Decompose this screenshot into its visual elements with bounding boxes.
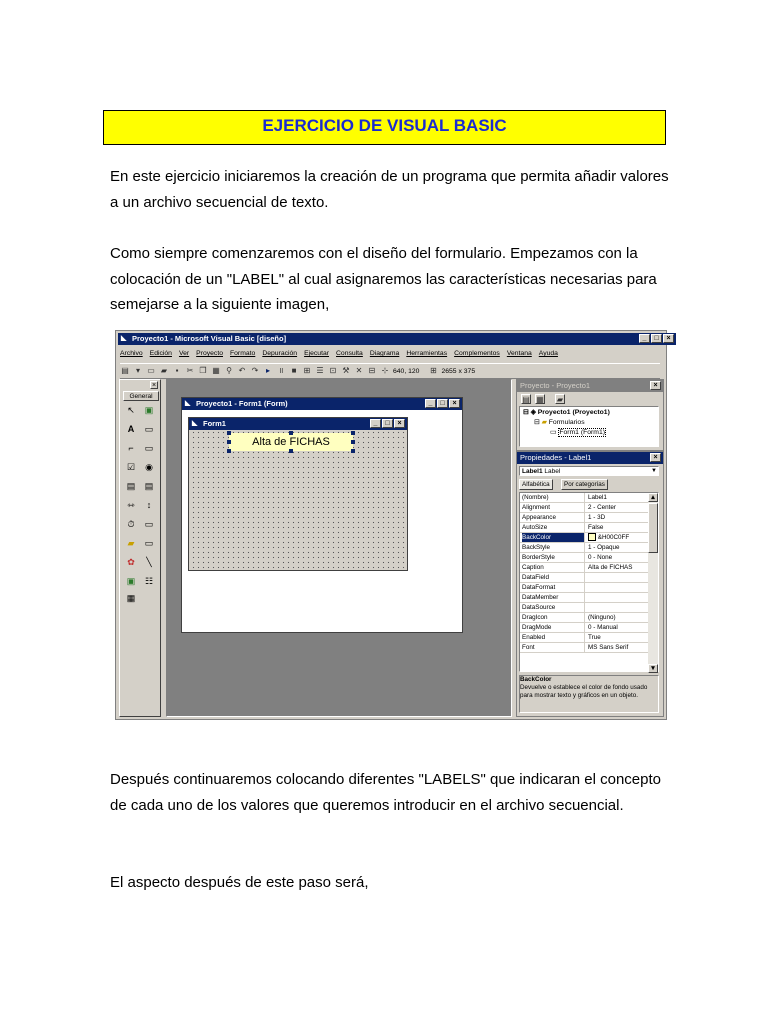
property-row[interactable] bbox=[520, 513, 648, 523]
vscrollbar-tool-icon[interactable]: ↕ bbox=[146, 500, 152, 510]
form1-titlebar bbox=[189, 418, 407, 430]
combobox-tool-icon[interactable]: ▤ bbox=[126, 481, 136, 491]
filelistbox-tool-icon[interactable]: ▭ bbox=[144, 538, 154, 548]
resize-handle[interactable] bbox=[289, 449, 293, 453]
property-name: Alignment bbox=[522, 503, 585, 512]
vb-titlebar bbox=[118, 333, 676, 345]
form1-minimize-button[interactable]: _ bbox=[370, 419, 381, 428]
property-value: False bbox=[588, 524, 604, 531]
property-row[interactable] bbox=[520, 643, 648, 653]
menu-editor-icon[interactable]: ▭ bbox=[147, 366, 155, 375]
tab-alfabetica[interactable]: Alfabética bbox=[519, 479, 553, 490]
property-row[interactable] bbox=[520, 603, 648, 613]
open-icon[interactable]: ▰ bbox=[160, 366, 168, 375]
chevron-down-icon[interactable]: ▼ bbox=[651, 468, 657, 474]
form-layout-icon[interactable]: ⊡ bbox=[329, 366, 337, 375]
designer-maximize-button[interactable]: □ bbox=[437, 399, 448, 408]
picturebox-tool-icon[interactable]: ▣ bbox=[144, 405, 154, 415]
data-tool-icon[interactable]: ☷ bbox=[144, 576, 154, 586]
frame-tool-icon[interactable]: ⌐ bbox=[128, 443, 134, 453]
explorer-close-button[interactable]: × bbox=[650, 381, 661, 390]
property-name: (Nombre) bbox=[522, 493, 585, 502]
resize-handle[interactable] bbox=[351, 440, 355, 444]
property-value: 2 - Center bbox=[588, 504, 616, 511]
object-selector-type: Label bbox=[544, 468, 561, 475]
property-value: True bbox=[588, 634, 601, 641]
menu-herramientas[interactable]: Herramientas bbox=[406, 350, 448, 357]
maximize-button[interactable]: □ bbox=[651, 334, 662, 343]
toolbox-tab-general[interactable]: General bbox=[123, 391, 159, 401]
property-row[interactable] bbox=[520, 623, 648, 633]
property-value: 0 - None bbox=[588, 554, 613, 561]
stop-icon[interactable]: ■ bbox=[291, 366, 297, 375]
property-row[interactable] bbox=[520, 583, 648, 593]
view-code-icon[interactable]: ▤ bbox=[522, 395, 530, 404]
property-name: DataField bbox=[522, 573, 585, 582]
property-row[interactable] bbox=[520, 523, 648, 533]
project-explorer-titlebar bbox=[517, 380, 663, 392]
property-name: DataFormat bbox=[522, 583, 585, 592]
toolbox-icon[interactable]: ✕ bbox=[355, 366, 363, 375]
property-name: BackStyle bbox=[522, 543, 585, 552]
object-selector[interactable] bbox=[519, 466, 659, 476]
folder-icon: ▰ bbox=[541, 419, 547, 426]
add-form-icon[interactable]: ▾ bbox=[135, 366, 140, 375]
property-name: DataSource bbox=[522, 603, 585, 612]
ole-tool-icon[interactable]: ▦ bbox=[126, 593, 136, 603]
form-designer-title: Proyecto1 - Form1 (Form) bbox=[196, 399, 288, 408]
redo-icon[interactable]: ↷ bbox=[251, 366, 259, 375]
property-row[interactable] bbox=[520, 633, 648, 643]
designer-close-button[interactable]: × bbox=[449, 399, 460, 408]
property-name: DragMode bbox=[522, 623, 585, 632]
tree-item-form1[interactable] bbox=[550, 428, 606, 436]
property-name: Appearance bbox=[522, 513, 585, 522]
tree-item-forms-label: Formularios bbox=[548, 419, 585, 426]
menu-ejecutar[interactable]: Ejecutar bbox=[304, 350, 330, 357]
tree-item-project[interactable]: ⊟ ◈ Proyecto1 (Proyecto1) bbox=[523, 409, 610, 416]
property-value: 1 - 3D bbox=[588, 514, 606, 521]
drivelistbox-tool-icon[interactable]: ▭ bbox=[144, 519, 154, 529]
form1-title: Form1 bbox=[203, 419, 226, 428]
color-swatch bbox=[588, 533, 596, 541]
find-icon[interactable]: ⚲ bbox=[226, 366, 232, 375]
start-icon[interactable]: ▸ bbox=[265, 366, 270, 375]
size-icon: ⊞ bbox=[430, 366, 437, 375]
resize-handle[interactable] bbox=[227, 440, 231, 444]
description-text: Devuelve o establece el color de fondo usado para mostrar texto y gráficos en un objeto. bbox=[520, 684, 648, 699]
properties-title: Propiedades - Label1 bbox=[520, 453, 592, 462]
right-panels bbox=[516, 379, 663, 717]
menu-edicion[interactable]: Edición bbox=[149, 350, 172, 357]
menu-archivo[interactable]: Archivo bbox=[120, 350, 143, 357]
property-value: 1 - Opaque bbox=[588, 544, 620, 551]
form1-window[interactable] bbox=[188, 417, 408, 571]
property-row[interactable] bbox=[520, 613, 648, 623]
line-tool-icon[interactable]: ╲ bbox=[146, 557, 152, 567]
form1-maximize-button[interactable]: □ bbox=[382, 419, 393, 428]
property-grid bbox=[519, 492, 659, 672]
dirlistbox-tool-icon[interactable]: ▰ bbox=[127, 538, 135, 548]
property-value: (Ninguno) bbox=[588, 614, 616, 621]
property-row[interactable] bbox=[520, 573, 648, 583]
form1-close-button[interactable]: × bbox=[394, 419, 405, 428]
property-row[interactable] bbox=[520, 593, 648, 603]
property-scrollbar[interactable] bbox=[648, 493, 658, 673]
property-name: DragIcon bbox=[522, 613, 585, 622]
properties-window bbox=[516, 451, 664, 717]
position-icon: ⊹ bbox=[381, 366, 389, 375]
form-designer-icon: ◣ bbox=[185, 400, 191, 407]
form1-icon: ◣ bbox=[192, 420, 198, 427]
menu-ver[interactable]: Ver bbox=[178, 350, 190, 357]
form-designer-titlebar bbox=[182, 398, 462, 410]
vb-window-title: Proyecto1 - Microsoft Visual Basic [diseño] bbox=[132, 334, 287, 343]
tree-item-form1-label: Form1 (Form1) bbox=[559, 429, 606, 436]
scroll-down-icon[interactable]: ▾ bbox=[648, 664, 658, 673]
project-explorer bbox=[516, 379, 664, 451]
label-tool-icon[interactable]: A bbox=[127, 424, 135, 434]
property-row[interactable] bbox=[520, 553, 648, 563]
property-row[interactable] bbox=[520, 563, 648, 573]
vb-ide-screenshot bbox=[115, 330, 671, 720]
label1-control[interactable]: Alta de FICHAS bbox=[229, 433, 353, 451]
textbox-tool-icon[interactable]: ▭ bbox=[144, 424, 154, 434]
menu-diagrama[interactable]: Diagrama bbox=[369, 350, 400, 357]
property-row-selected[interactable] bbox=[520, 533, 648, 543]
property-value: MS Sans Serif bbox=[588, 644, 629, 651]
property-name: Font bbox=[522, 643, 585, 652]
resize-handle[interactable] bbox=[351, 431, 355, 435]
save-icon[interactable]: ▪ bbox=[175, 366, 179, 375]
view-object-icon[interactable]: ▦ bbox=[536, 395, 544, 404]
close-button[interactable]: × bbox=[663, 334, 674, 343]
vb-toolbar bbox=[120, 363, 660, 379]
vb-app-icon: ◣ bbox=[121, 335, 127, 342]
properties-icon[interactable]: ☰ bbox=[316, 366, 324, 375]
resize-handle[interactable] bbox=[289, 431, 293, 435]
resize-handle[interactable] bbox=[227, 431, 231, 435]
timer-tool-icon[interactable]: ⏱ bbox=[127, 519, 135, 529]
property-row[interactable] bbox=[520, 493, 648, 503]
pause-icon[interactable]: ॥ bbox=[278, 366, 284, 375]
paragraph-result: El aspecto después de este paso será, bbox=[110, 874, 369, 891]
image-tool-icon[interactable]: ▣ bbox=[126, 576, 136, 586]
add-project-icon[interactable]: ▤ bbox=[121, 366, 129, 375]
property-value-color bbox=[588, 533, 648, 542]
menu-ayuda[interactable]: Ayuda bbox=[538, 350, 558, 357]
designer-minimize-button[interactable]: _ bbox=[425, 399, 436, 408]
shape-tool-icon[interactable]: ✿ bbox=[127, 557, 135, 567]
property-name: DataMember bbox=[522, 593, 585, 602]
property-value: Label1 bbox=[588, 494, 607, 501]
object-browser-icon[interactable]: ⚒ bbox=[342, 366, 350, 375]
undo-icon[interactable]: ↶ bbox=[238, 366, 246, 375]
menu-depuracion[interactable]: Depuración bbox=[262, 350, 298, 357]
property-name: BorderStyle bbox=[522, 553, 585, 562]
property-name: AutoSize bbox=[522, 523, 585, 532]
cut-icon[interactable]: ✂ bbox=[186, 366, 194, 375]
project-tree bbox=[519, 406, 659, 447]
paste-icon[interactable]: ▦ bbox=[212, 366, 220, 375]
toolbox-close-icon[interactable]: × bbox=[151, 382, 157, 389]
tree-item-project-label: Proyecto1 (Proyecto1) bbox=[537, 409, 610, 416]
resize-handle[interactable] bbox=[227, 449, 231, 453]
minimize-button[interactable]: _ bbox=[639, 334, 650, 343]
properties-titlebar bbox=[517, 452, 663, 464]
paragraph-labels: Después continuaremos colocando diferentes "LABELS" que indicaran el concepto de cada uno de los valores que queremos introducir en el archivo secuencial. bbox=[110, 771, 661, 814]
object-selector-name: Label1 bbox=[522, 468, 543, 475]
project-explorer-icon[interactable]: ⊞ bbox=[303, 366, 311, 375]
document-title: EJERCICIO DE VISUAL BASIC bbox=[103, 110, 666, 145]
toggle-folders-icon[interactable]: ▰ bbox=[556, 395, 564, 404]
property-value: Alta de FICHAS bbox=[588, 564, 633, 571]
toolbox-panel bbox=[119, 379, 161, 717]
commandbutton-tool-icon[interactable]: ▭ bbox=[144, 443, 154, 453]
form-icon: ▭ bbox=[550, 429, 557, 436]
paragraph-intro: En este ejercicio iniciaremos la creación de un programa que permita añadir valores a un archivo secuencial de texto. bbox=[110, 168, 669, 211]
property-row[interactable] bbox=[520, 503, 648, 513]
tab-por-categorias[interactable]: Por categorías bbox=[561, 479, 608, 490]
menu-complementos[interactable]: Complementos bbox=[454, 350, 500, 357]
paragraph-design: Como siempre comenzaremos con el diseño del formulario. Empezamos con la colocación de un "LABEL" al cual asignaremos las características necesarias para semejarse a la siguiente imagen, bbox=[110, 245, 657, 313]
hscrollbar-tool-icon[interactable]: ⇿ bbox=[127, 500, 135, 510]
properties-close-button[interactable]: × bbox=[650, 453, 661, 462]
optionbutton-tool-icon[interactable]: ◉ bbox=[145, 462, 153, 472]
menu-formato[interactable]: Formato bbox=[230, 350, 256, 357]
checkbox-tool-icon[interactable]: ☑ bbox=[126, 462, 136, 472]
scroll-up-icon[interactable]: ▴ bbox=[648, 493, 658, 502]
property-name: Enabled bbox=[522, 633, 585, 642]
tree-item-forms[interactable]: ⊟ ▰ Formularios bbox=[534, 419, 585, 426]
listbox-tool-icon[interactable]: ▤ bbox=[144, 481, 154, 491]
property-name: Caption bbox=[522, 563, 585, 572]
property-value: &H00C0FF bbox=[597, 534, 630, 541]
data-view-icon[interactable]: ⊟ bbox=[368, 366, 376, 375]
menu-proyecto[interactable]: Proyecto bbox=[196, 350, 223, 357]
description-title: BackColor bbox=[520, 676, 552, 683]
property-value: 0 - Manual bbox=[588, 624, 618, 631]
menu-ventana[interactable]: Ventana bbox=[506, 350, 532, 357]
scroll-thumb[interactable] bbox=[648, 503, 658, 553]
pointer-tool-icon[interactable]: ↖ bbox=[127, 405, 135, 415]
copy-icon[interactable]: ❐ bbox=[199, 366, 207, 375]
resize-handle[interactable] bbox=[351, 449, 355, 453]
menu-consulta[interactable]: Consulta bbox=[336, 350, 363, 357]
property-name: BackColor bbox=[522, 533, 585, 542]
position-readout: 640, 120 bbox=[393, 367, 420, 375]
property-row[interactable] bbox=[520, 543, 648, 553]
project-explorer-title: Proyecto - Proyecto1 bbox=[520, 381, 591, 390]
property-description bbox=[519, 675, 659, 713]
size-readout: 2655 x 375 bbox=[441, 367, 476, 375]
vb-menubar bbox=[120, 350, 558, 357]
